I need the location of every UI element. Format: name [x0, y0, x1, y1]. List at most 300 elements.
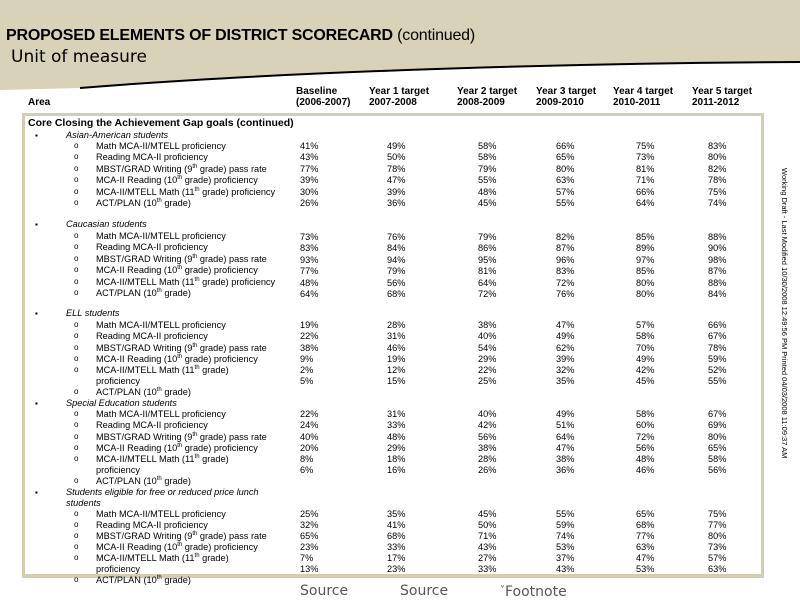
value-cell: 68% — [387, 289, 406, 299]
column-header — [692, 86, 752, 108]
circle-bullet-icon: o — [74, 331, 79, 340]
value-cell: 78% — [708, 175, 727, 185]
value-cell: 76% — [556, 289, 575, 299]
value-cell: 58% — [478, 141, 497, 151]
value-cell: 31% — [387, 409, 406, 419]
measure-label-part: th — [194, 277, 200, 283]
value-cell: 28% — [387, 320, 406, 330]
column-header — [296, 86, 350, 108]
value-cell: 56% — [636, 443, 655, 453]
circle-bullet-icon: o — [74, 420, 79, 429]
header-band — [0, 0, 800, 90]
value-cell: 74% — [708, 198, 727, 208]
measure-label-part: th — [177, 175, 183, 181]
circle-bullet-icon: o — [74, 187, 79, 196]
column-header — [369, 86, 429, 108]
column-header-line2: 2008-2009 — [457, 97, 505, 108]
circle-bullet-icon: o — [74, 231, 79, 240]
measure-label — [96, 175, 258, 186]
column-header — [457, 86, 517, 108]
measure-label-part: ACT/PLAN (10 — [96, 198, 157, 208]
value-cell: 35% — [387, 509, 406, 519]
value-cell: 96% — [556, 255, 575, 265]
measure-label-part: MBST/GRAD Writing (9 — [96, 531, 193, 541]
value-cell: 79% — [478, 232, 497, 242]
value-cell: 40% — [300, 432, 319, 442]
value-cell: 84% — [387, 243, 406, 253]
value-cell: 84% — [708, 289, 727, 299]
value-cell: 67% — [708, 409, 727, 419]
measure-label-part: Reading MCA-II proficiency — [96, 331, 208, 341]
value-cell: 49% — [387, 141, 406, 151]
footnote: ˅Footnote — [500, 584, 567, 600]
measure-label — [96, 331, 208, 342]
measure-label-part: grade) proficiency — [96, 365, 229, 386]
value-cell: 63% — [636, 542, 655, 552]
value-cell: 15% — [387, 376, 406, 386]
value-cell: 78% — [387, 164, 406, 174]
measure-label — [96, 542, 258, 553]
measure-label-part: Math MCA-II/MTELL proficiency — [96, 409, 226, 419]
value-cell: 47% — [556, 320, 575, 330]
measure-label-part: MBST/GRAD Writing (9 — [96, 164, 193, 174]
value-cell: 46% — [387, 343, 406, 353]
measure-label-part: th — [177, 542, 183, 548]
value-cell: 45% — [636, 376, 655, 386]
measure-label — [96, 198, 191, 209]
measure-label-part: MCA-II/MTELL Math (11 — [96, 454, 195, 464]
value-cell: 79% — [387, 266, 406, 276]
circle-bullet-icon: o — [74, 542, 79, 551]
value-cell: 26% — [478, 465, 497, 475]
circle-bullet-icon: o — [74, 265, 79, 274]
measure-label — [96, 365, 256, 387]
value-cell: 22% — [478, 365, 497, 375]
value-cell: 2% — [300, 365, 314, 375]
column-header-line1: Baseline — [296, 86, 338, 97]
circle-bullet-icon: o — [74, 476, 79, 485]
measure-label-part: th — [156, 575, 162, 581]
value-cell: 64% — [478, 278, 497, 288]
measure-label-part: grade) proficiency — [182, 542, 258, 552]
column-header — [613, 86, 673, 108]
value-cell: 29% — [387, 443, 406, 453]
measure-label-part: Reading MCA-II proficiency — [96, 520, 208, 530]
measure-label-part: th — [156, 198, 162, 204]
measure-label-part: ACT/PLAN (10 — [96, 288, 157, 298]
value-cell: 43% — [478, 542, 497, 552]
value-cell: 28% — [478, 454, 497, 464]
value-cell: 80% — [708, 531, 727, 541]
circle-bullet-icon: o — [74, 531, 79, 540]
value-cell: 78% — [708, 343, 727, 353]
value-cell: 69% — [708, 420, 727, 430]
value-cell: 58% — [636, 331, 655, 341]
measure-label-part: MCA-II/MTELL Math (11 — [96, 553, 195, 563]
measure-label-part: th — [194, 365, 200, 371]
measure-label — [96, 575, 191, 586]
value-cell: 20% — [300, 443, 319, 453]
measure-label-part: MCA-II Reading (10 — [96, 175, 178, 185]
value-cell: 71% — [636, 175, 655, 185]
value-cell: 79% — [478, 164, 497, 174]
measure-label-part: th — [177, 443, 183, 449]
measure-label-part: grade) proficiency — [182, 175, 258, 185]
circle-bullet-icon: o — [74, 288, 79, 297]
value-cell: 59% — [556, 520, 575, 530]
value-cell: 73% — [708, 542, 727, 552]
measure-label-part: grade) proficiency — [96, 553, 229, 574]
value-cell: 57% — [556, 187, 575, 197]
value-cell: 43% — [300, 152, 319, 162]
value-cell: 97% — [636, 255, 655, 265]
value-cell: 86% — [478, 243, 497, 253]
value-cell: 66% — [636, 187, 655, 197]
column-header — [536, 86, 596, 108]
measure-label — [96, 164, 267, 175]
value-cell: 38% — [300, 343, 319, 353]
measure-label — [96, 242, 208, 253]
value-cell: 76% — [387, 232, 406, 242]
circle-bullet-icon: o — [74, 520, 79, 529]
circle-bullet-icon: o — [74, 277, 79, 286]
value-cell: 18% — [387, 454, 406, 464]
measure-label-part: th — [192, 343, 198, 349]
circle-bullet-icon: o — [74, 175, 79, 184]
group-label: ELL students — [66, 308, 120, 318]
measure-label-part: grade) proficiency — [96, 454, 229, 475]
value-cell: 57% — [636, 320, 655, 330]
measure-label-part: MCA-II Reading (10 — [96, 542, 178, 552]
measure-label-part: Math MCA-II/MTELL proficiency — [96, 141, 226, 151]
value-cell: 31% — [387, 331, 406, 341]
circle-bullet-icon: o — [74, 509, 79, 518]
measure-label-part: Math MCA-II/MTELL proficiency — [96, 320, 226, 330]
measure-label — [96, 231, 226, 242]
measure-label — [96, 187, 275, 198]
measure-label-part: grade) — [161, 575, 191, 585]
circle-bullet-icon: o — [74, 454, 79, 463]
circle-bullet-icon: o — [74, 254, 79, 263]
measure-label-part: ACT/PLAN (10 — [96, 575, 157, 585]
value-cell: 71% — [478, 531, 497, 541]
value-cell: 80% — [636, 289, 655, 299]
measure-label — [96, 277, 275, 288]
value-cell: 55% — [478, 175, 497, 185]
section-title: Core Closing the Achievement Gap goals (continued) — [28, 117, 294, 129]
value-cell: 49% — [556, 409, 575, 419]
value-cell: 72% — [636, 432, 655, 442]
value-cell: 65% — [556, 152, 575, 162]
measure-label — [96, 432, 267, 443]
measure-label — [96, 509, 226, 520]
value-cell: 66% — [556, 141, 575, 151]
measure-label-part: ACT/PLAN (10 — [96, 387, 157, 397]
value-cell: 50% — [478, 520, 497, 530]
value-cell: 65% — [636, 509, 655, 519]
measure-label-part: Reading MCA-II proficiency — [96, 152, 208, 162]
group-label: Students eligible for free or reduced price lunch students — [66, 487, 259, 508]
circle-bullet-icon: o — [74, 387, 79, 396]
value-cell: 46% — [636, 465, 655, 475]
measure-label-part: MCA-II/MTELL Math (11 — [96, 277, 195, 287]
value-cell: 39% — [556, 354, 575, 364]
circle-bullet-icon: o — [74, 553, 79, 562]
value-cell: 39% — [387, 187, 406, 197]
value-cell: 82% — [556, 232, 575, 242]
value-cell: 65% — [300, 531, 319, 541]
value-cell: 73% — [636, 152, 655, 162]
measure-label — [96, 476, 191, 487]
value-cell: 41% — [387, 520, 406, 530]
value-cell: 81% — [636, 164, 655, 174]
value-cell: 43% — [556, 564, 575, 574]
value-cell: 72% — [556, 278, 575, 288]
circle-bullet-icon: o — [74, 354, 79, 363]
value-cell: 26% — [300, 198, 319, 208]
measure-label-part: MCA-II/MTELL Math (11 — [96, 187, 195, 197]
measure-label-part: Reading MCA-II proficiency — [96, 242, 208, 252]
column-header-line2: 2010-2011 — [613, 97, 661, 108]
value-cell: 32% — [300, 520, 319, 530]
measure-label-part: th — [192, 531, 198, 537]
value-cell: 49% — [556, 331, 575, 341]
measure-label-part: th — [156, 288, 162, 294]
square-bullet-icon: ▪ — [35, 309, 38, 318]
circle-bullet-icon: o — [74, 242, 79, 251]
measure-label-part: grade) proficiency — [182, 354, 258, 364]
value-cell: 54% — [478, 343, 497, 353]
group-label: Caucasian students — [66, 219, 147, 229]
value-cell: 27% — [478, 553, 497, 563]
circle-bullet-icon: o — [74, 343, 79, 352]
value-cell: 95% — [478, 255, 497, 265]
value-cell: 9% — [300, 354, 314, 364]
measure-label-part: grade) pass rate — [197, 254, 267, 264]
measure-label-part: grade) proficiency — [199, 277, 276, 287]
value-cell: 7% — [300, 553, 314, 563]
circle-bullet-icon: o — [74, 198, 79, 207]
square-bullet-icon: ▪ — [35, 131, 38, 140]
group-label: Asian-American students — [66, 130, 169, 140]
value-cell: 77% — [300, 164, 319, 174]
value-cell: 89% — [636, 243, 655, 253]
value-cell: 70% — [636, 343, 655, 353]
measure-label-part: MBST/GRAD Writing (9 — [96, 432, 193, 442]
value-cell: 47% — [636, 553, 655, 563]
value-cell: 87% — [708, 266, 727, 276]
value-cell: 53% — [636, 564, 655, 574]
measure-label-part: MCA-II Reading (10 — [96, 265, 178, 275]
value-cell: 50% — [387, 152, 406, 162]
measure-label — [96, 409, 226, 420]
measure-label-part: th — [177, 265, 183, 271]
measure-label-part: grade) pass rate — [197, 531, 267, 541]
circle-bullet-icon: o — [74, 365, 79, 374]
measure-label — [96, 141, 226, 152]
measure-label-part: MCA-II Reading (10 — [96, 354, 178, 364]
measure-label-part: MCA-II/MTELL Math (11 — [96, 365, 195, 375]
measure-label-part: grade) — [161, 387, 191, 397]
measure-label-part: th — [177, 354, 183, 360]
value-cell: 22% — [300, 409, 319, 419]
value-cell: 52% — [708, 365, 727, 375]
value-cell: 32% — [556, 365, 575, 375]
value-cell: 8% — [300, 454, 314, 464]
measure-label-part: grade) — [161, 198, 191, 208]
value-cell: 19% — [387, 354, 406, 364]
value-cell: 29% — [478, 354, 497, 364]
value-cell: 93% — [300, 255, 319, 265]
value-cell: 77% — [300, 266, 319, 276]
group-label: Special Education students — [66, 398, 177, 408]
value-cell: 40% — [478, 331, 497, 341]
measure-label-part: Math MCA-II/MTELL proficiency — [96, 231, 226, 241]
measure-label — [96, 520, 208, 531]
value-cell: 23% — [300, 542, 319, 552]
measure-label-part: MBST/GRAD Writing (9 — [96, 254, 193, 264]
value-cell: 90% — [708, 243, 727, 253]
measure-label — [96, 531, 267, 542]
value-cell: 12% — [387, 365, 406, 375]
value-cell: 56% — [478, 432, 497, 442]
chevron-icon: ˅ — [500, 585, 505, 596]
area-header: Area — [28, 97, 51, 108]
column-header-line1: Year 4 target — [613, 86, 674, 97]
value-cell: 88% — [708, 232, 727, 242]
value-cell: 47% — [556, 443, 575, 453]
value-cell: 36% — [387, 198, 406, 208]
source-label: Source — [300, 583, 349, 599]
column-header-line1: Year 1 target — [369, 86, 430, 97]
value-cell: 65% — [708, 443, 727, 453]
value-cell: 55% — [556, 198, 575, 208]
measure-label-part: MCA-II Reading (10 — [96, 443, 178, 453]
value-cell: 83% — [300, 243, 319, 253]
value-cell: 47% — [387, 175, 406, 185]
circle-bullet-icon: o — [74, 320, 79, 329]
value-cell: 25% — [478, 376, 497, 386]
value-cell: 94% — [387, 255, 406, 265]
circle-bullet-icon: o — [74, 443, 79, 452]
value-cell: 38% — [556, 454, 575, 464]
measure-label-part: grade) proficiency — [199, 187, 276, 197]
value-cell: 81% — [478, 266, 497, 276]
value-cell: 22% — [300, 331, 319, 341]
page-subtitle: Unit of measure — [11, 47, 147, 67]
column-header-line2: 2009-2010 — [536, 97, 584, 108]
value-cell: 39% — [300, 175, 319, 185]
measure-label-part: MBST/GRAD Writing (9 — [96, 343, 193, 353]
value-cell: 80% — [708, 432, 727, 442]
value-cell: 72% — [478, 289, 497, 299]
circle-bullet-icon: o — [74, 152, 79, 161]
measure-label-part: Math MCA-II/MTELL proficiency — [96, 509, 226, 519]
measure-label — [96, 254, 267, 265]
value-cell: 37% — [556, 553, 575, 563]
value-cell: 57% — [708, 553, 727, 563]
value-cell: 64% — [300, 289, 319, 299]
value-cell: 75% — [708, 509, 727, 519]
value-cell: 88% — [708, 278, 727, 288]
value-cell: 38% — [478, 320, 497, 330]
value-cell: 60% — [636, 420, 655, 430]
value-cell: 66% — [708, 320, 727, 330]
value-cell: 73% — [300, 232, 319, 242]
measure-label-part: grade) pass rate — [197, 343, 267, 353]
value-cell: 17% — [387, 553, 406, 563]
circle-bullet-icon: o — [74, 432, 79, 441]
circle-bullet-icon: o — [74, 164, 79, 173]
measure-label-part: th — [192, 432, 198, 438]
value-cell: 85% — [636, 266, 655, 276]
value-cell: 56% — [708, 465, 727, 475]
value-cell: 40% — [478, 409, 497, 419]
measure-label — [96, 265, 258, 276]
measure-label — [96, 454, 256, 476]
value-cell: 59% — [708, 354, 727, 364]
value-cell: 36% — [556, 465, 575, 475]
value-cell: 75% — [708, 187, 727, 197]
value-cell: 5% — [300, 376, 314, 386]
value-cell: 48% — [387, 432, 406, 442]
value-cell: 48% — [478, 187, 497, 197]
value-cell: 77% — [636, 531, 655, 541]
value-cell: 64% — [636, 198, 655, 208]
value-cell: 48% — [300, 278, 319, 288]
value-cell: 55% — [556, 509, 575, 519]
value-cell: 85% — [636, 232, 655, 242]
measure-label — [96, 553, 256, 575]
measure-label — [96, 152, 208, 163]
value-cell: 53% — [556, 542, 575, 552]
value-cell: 80% — [708, 152, 727, 162]
measure-label — [96, 288, 191, 299]
value-cell: 45% — [478, 198, 497, 208]
measure-label-part: th — [194, 553, 200, 559]
value-cell: 45% — [478, 509, 497, 519]
value-cell: 62% — [556, 343, 575, 353]
column-header-line1: Year 5 target — [692, 86, 753, 97]
value-cell: 16% — [387, 465, 406, 475]
circle-bullet-icon: o — [74, 575, 79, 584]
value-cell: 77% — [708, 520, 727, 530]
column-header-line2: (2006-2007) — [296, 97, 351, 108]
measure-label-part: Reading MCA-II proficiency — [96, 420, 208, 430]
square-bullet-icon: ▪ — [35, 488, 38, 497]
value-cell: 42% — [636, 365, 655, 375]
value-cell: 38% — [478, 443, 497, 453]
measure-label-part: grade) pass rate — [197, 164, 267, 174]
measure-label-part: th — [192, 164, 198, 170]
value-cell: 13% — [300, 564, 319, 574]
measure-label-part: grade) pass rate — [197, 432, 267, 442]
measure-label-part: grade) — [161, 288, 191, 298]
value-cell: 83% — [708, 141, 727, 151]
value-cell: 68% — [387, 531, 406, 541]
measure-label-part: th — [156, 387, 162, 393]
value-cell: 74% — [556, 531, 575, 541]
value-cell: 58% — [478, 152, 497, 162]
value-cell: 83% — [556, 266, 575, 276]
value-cell: 82% — [708, 164, 727, 174]
value-cell: 80% — [556, 164, 575, 174]
value-cell: 23% — [387, 564, 406, 574]
column-header-line2: 2011-2012 — [692, 97, 740, 108]
value-cell: 55% — [708, 376, 727, 386]
value-cell: 33% — [387, 420, 406, 430]
value-cell: 51% — [556, 420, 575, 430]
